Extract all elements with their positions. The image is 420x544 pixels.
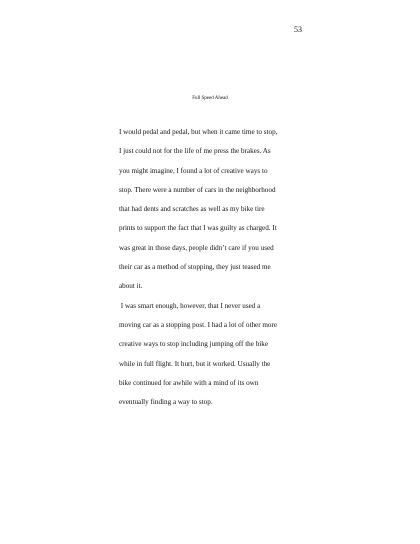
text-line: that had dents and scratches as well as my bike tire xyxy=(119,205,265,214)
body-text xyxy=(119,123,304,412)
text-line: bike continued for awhile with a mind of its own xyxy=(119,378,259,387)
text-line: about it. xyxy=(119,282,143,291)
text-line: stop. There were a number of cars in the neighborhood xyxy=(119,185,276,194)
text-line: you might imagine, I found a lot of creative ways to xyxy=(119,166,268,175)
text-line: I would pedal and pedal, but when it came time to stop, xyxy=(119,128,278,136)
text-line: prints to support the fact that I was guilty as charged. It xyxy=(119,224,277,233)
page-number: 53 xyxy=(294,25,302,34)
running-header: Full Speed Ahead xyxy=(192,96,228,101)
text-line: their car as a method of stopping, they just teased me xyxy=(119,263,271,272)
text-line: I just could not for the life of me press the brakes. As xyxy=(119,147,271,156)
text-line: eventually finding a way to stop. xyxy=(119,398,213,407)
text-line: I was smart enough, however, that I never used a xyxy=(119,301,261,310)
text-line: creative ways to stop including jumping off the bike xyxy=(119,340,268,349)
text-line: was great in those days, people didn’t care if you used xyxy=(119,243,274,252)
text-line: moving car as a stopping post. I had a lot of other more xyxy=(119,320,278,329)
text-line: while in full flight. It hurt, but it worked. Usually the xyxy=(119,359,271,368)
